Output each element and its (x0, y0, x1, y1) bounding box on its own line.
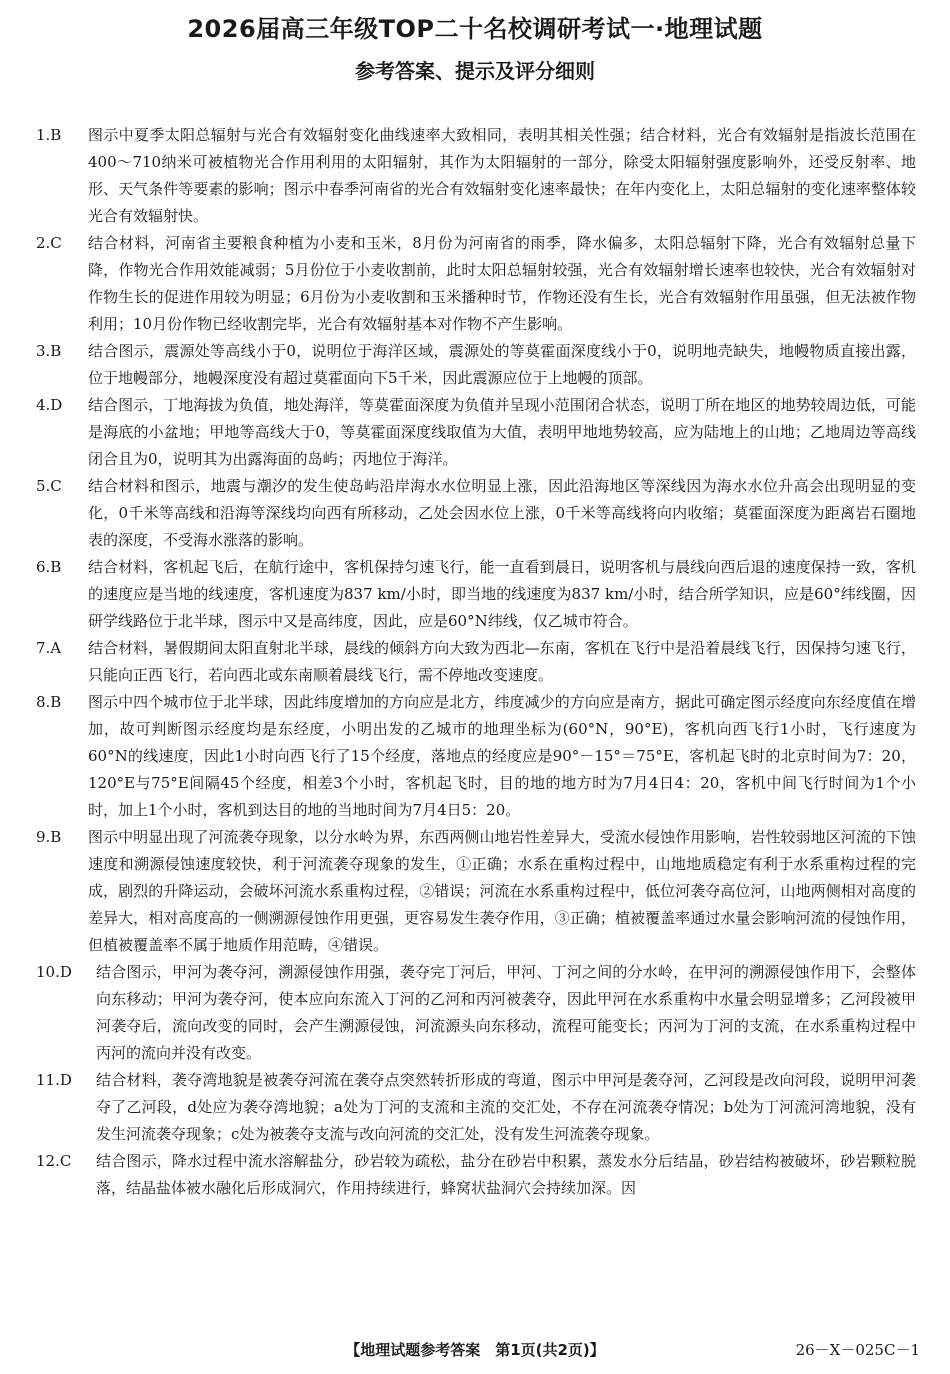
page-title: 2026届高三年级TOP二十名校调研考试一·地理试题 (187, 15, 763, 43)
answer-item (36, 122, 916, 230)
answer-item (36, 392, 916, 473)
answer-number: 7.A (36, 639, 62, 657)
answer-number: 3.B (36, 342, 62, 360)
answer-item (36, 635, 916, 689)
answer-number: 9.B (36, 828, 62, 846)
answer-item (36, 230, 916, 338)
answer-number: 12.C (36, 1152, 72, 1170)
footer-code: 26－X－025C－1 (795, 1341, 920, 1359)
answer-number: 5.C (36, 477, 62, 495)
answer-number: 6.B (36, 558, 62, 576)
answer-item (36, 689, 916, 824)
answer-number: 10.D (36, 963, 72, 981)
answer-explanation: 结合材料，客机起飞后，在航行途中，客机保持匀速飞行，能一直看到晨日，说明客机与晨线向西后退的速度保持一致，客机的速度应是当地的线速度，客机速度为837 km/小时，即当地的线速度为837 km/小时，结合所学知识，应是60°纬线圈，因研学线路位于北半球，图示中又是高纬度，因此，应是60°N纬线，仅乙城市符合。 (88, 558, 916, 630)
page-footer (0, 1336, 950, 1364)
answer-explanation: 结合材料，河南省主要粮食种植为小麦和玉米，8月份为河南省的雨季，降水偏多，太阳总辐射下降，光合有效辐射总量下降，作物光合作用效能减弱；5月份位于小麦收割前，此时太阳总辐射较强，光合有效辐射增长速率也较快，光合有效辐射对作物生长的促进作用较为明显；6月份为小麦收割和玉米播种时节，作物还没有生长，光合有效辐射作用虽强，但无法被作物利用；10月份作物已经收割完毕，光合有效辐射基本对作物不产生影响。 (88, 234, 916, 333)
page-subtitle: 参考答案、提示及评分细则 (355, 59, 595, 83)
answer-item (36, 824, 916, 959)
answer-explanation: 结合材料和图示，地震与潮汐的发生使岛屿沿岸海水水位明显上涨，因此沿海地区等深线因为海水水位升高会出现明显的变化，0千米等高线和沿海等深线均向西有所移动，乙处会因水位上涨，0千米等高线将向内收缩；莫霍面深度为距离岩石圈地表的深度，不受海水涨落的影响。 (88, 477, 916, 549)
answer-list (36, 122, 916, 1202)
answer-explanation: 图示中明显出现了河流袭夺现象，以分水岭为界，东西两侧山地岩性差异大，受流水侵蚀作用影响，岩性较弱地区河流的下蚀速度和溯源侵蚀速度较快，利于河流袭夺现象的发生，①正确；水系在重构过程中，山地地质稳定有利于水系重构过程的完成，剧烈的升降运动，会破坏河流水系重构过程，②错误；河流在水系重构过程中，低位河袭夺高位河，山地两侧相对高度的差异大，相对高度高的一侧溯源侵蚀作用更强，更容易发生袭夺作用，③正确；植被覆盖率通过水量会影响河流的侵蚀作用，但植被覆盖率不属于地质作用范畴，④错误。 (88, 828, 916, 954)
answer-number: 1.B (36, 126, 62, 144)
answer-item (36, 1148, 916, 1202)
answer-explanation: 结合图示，丁地海拔为负值，地处海洋，等莫霍面深度为负值并呈现小范围闭合状态，说明丁所在地区的地势较周边低，可能是海底的小盆地；甲地等高线大于0，等莫霍面深度线取值为大值，表明甲地地势较高，应为陆地上的山地；乙地周边等高线闭合且为0，说明其为出露海面的岛屿；丙地位于海洋。 (88, 396, 916, 468)
answer-item (36, 554, 916, 635)
answer-item (36, 1067, 916, 1148)
answer-item (36, 338, 916, 392)
answer-item (36, 473, 916, 554)
answer-explanation: 结合图示，甲河为袭夺河，溯源侵蚀作用强，袭夺完丁河后，甲河、丁河之间的分水岭，在甲河的溯源侵蚀作用下，会整体向东移动；甲河为袭夺河，使本应向东流入丁河的乙河和丙河被袭夺，因此甲河在水系重构中水量会明显增多；乙河段被甲河袭夺后，流向改变的同时，会产生溯源侵蚀，河流源头向东移动，流程可能变长；丙河为丁河的支流，在水系重构过程中丙河的流向并没有改变。 (96, 963, 916, 1062)
answer-number: 2.C (36, 234, 62, 252)
answer-item (36, 959, 916, 1067)
answer-explanation: 结合材料，袭夺湾地貌是被袭夺河流在袭夺点突然转折形成的弯道，图示中甲河是袭夺河，乙河段是改向河段，说明甲河袭夺了乙河段，d处应为袭夺湾地貌；a处为丁河的支流和主流的交汇处，不存在河流袭夺情况；b处为丁河流河湾地貌，没有发生河流袭夺现象；c处为被袭夺支流与改向河流的交汇处，没有发生河流袭夺现象。 (96, 1071, 916, 1143)
footer-page-info: 【地理试题参考答案 第1页(共2页)】 (345, 1341, 605, 1359)
answer-explanation: 结合图示，震源处等高线小于0，说明位于海洋区域，震源处的等莫霍面深度线小于0，说明地壳缺失，地幔物质直接出露，位于地幔部分，地幔深度没有超过莫霍面向下5千米，因此震源应位于上地幔的顶部。 (88, 342, 916, 387)
answer-number: 4.D (36, 396, 63, 414)
answer-explanation: 图示中四个城市位于北半球，因此纬度增加的方向应是北方，纬度减少的方向应是南方，据此可确定图示经度向东经度值在增加，故可判断图示经度均是东经度，小明出发的乙城市的地理坐标为(60°N，90°E)，客机向西飞行1小时，飞行速度为60°N的线速度，因此1小时向西飞行了15个经度，落地点的经度应是90°－15°＝75°E，客机起飞时的北京时间为7：20，120°E与75°E间隔45个经度，相差3个小时，客机起飞时，目的地的地方时为7月4日4：20，客机中间飞行时间为1个小时，加上1个小时，客机到达目的地的当地时间为7月4日5：20。 (88, 693, 916, 819)
answer-number: 8.B (36, 693, 62, 711)
answer-explanation: 结合材料，暑假期间太阳直射北半球，晨线的倾斜方向大致为西北—东南，客机在飞行中是沿着晨线飞行，因保持匀速飞行，只能向正西飞行，若向西北或东南顺着晨线飞行，需不停地改变速度。 (88, 639, 916, 684)
answer-number: 11.D (36, 1071, 72, 1089)
answer-explanation: 图示中夏季太阳总辐射与光合有效辐射变化曲线速率大致相同，表明其相关性强；结合材料，光合有效辐射是指波长范围在400～710纳米可被植物光合作用利用的太阳辐射，其作为太阳辐射的一部分，除受太阳辐射强度影响外，还受反射率、地形、天气条件等要素的影响；图示中春季河南省的光合有效辐射变化速率最快；在年内变化上，太阳总辐射的变化速率整体较光合有效辐射快。 (88, 126, 916, 225)
answer-explanation: 结合图示，降水过程中流水溶解盐分，砂岩较为疏松，盐分在砂岩中积累，蒸发水分后结晶，砂岩结构被破坏，砂岩颗粒脱落，结晶盐体被水融化后形成洞穴，作用持续进行，蜂窝状盐洞穴会持续加深。因 (96, 1152, 916, 1197)
